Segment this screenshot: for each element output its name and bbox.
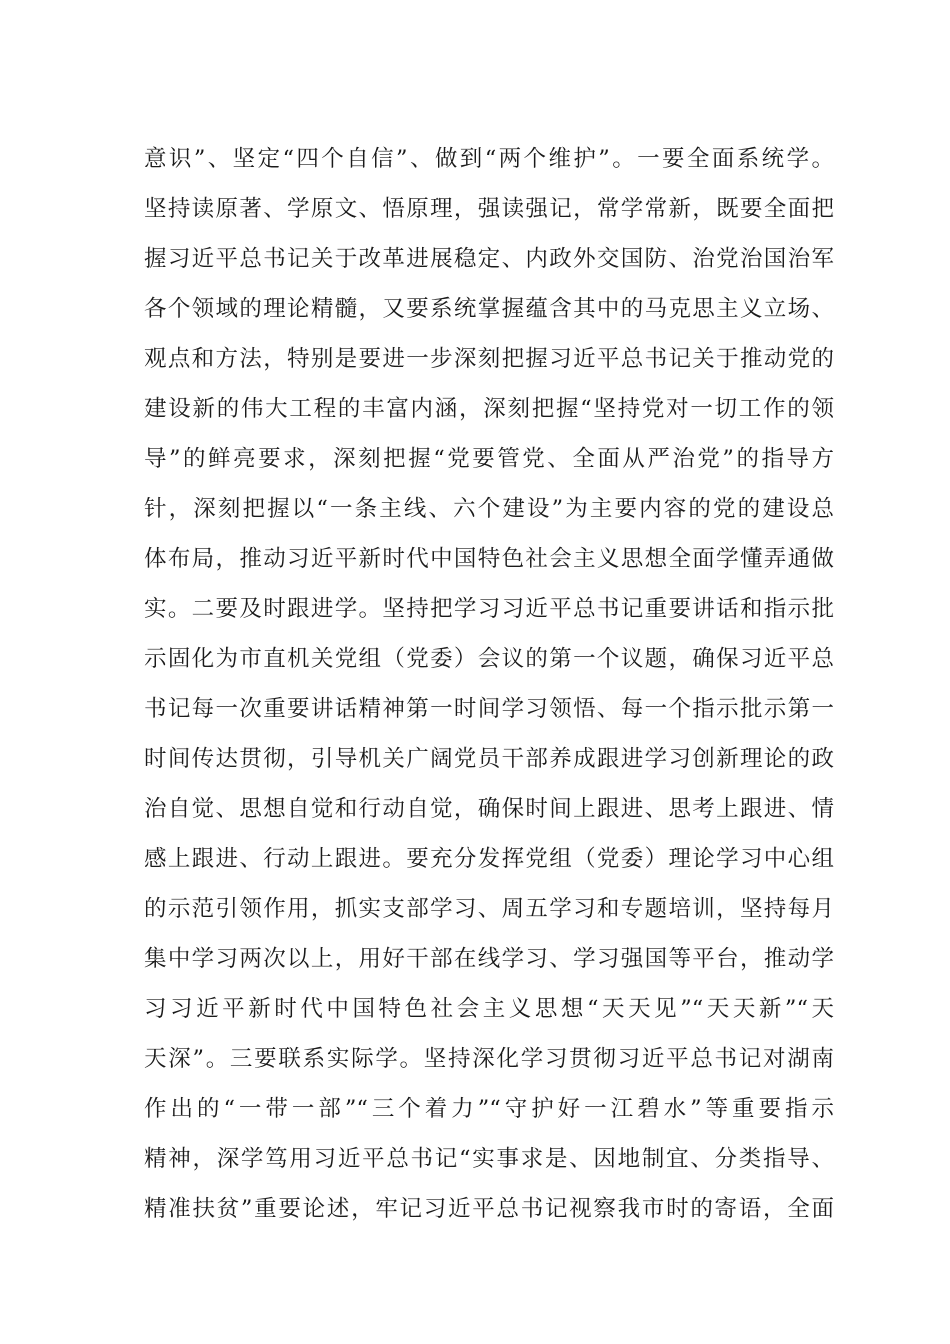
text-line-7: 导”的鲜亮要求，深刻把握“党要管党、全面从严治党”的指导方 [144, 446, 834, 472]
text-line-12: 书记每一次重要讲话精神第一时间学习领悟、每一个指示批示第一 [144, 696, 834, 722]
text-line-6: 建设新的伟大工程的丰富内涵，深刻把握“坚持党对一切工作的领 [144, 396, 834, 422]
text-line-8: 针，深刻把握以“一条主线、六个建设”为主要内容的党的建设总 [144, 496, 834, 522]
text-line-22: 精准扶贫”重要论述，牢记习近平总书记视察我市时的寄语，全面 [144, 1196, 834, 1222]
text-line-4: 各个领域的理论精髓，又要系统掌握蕴含其中的马克思主义立场、 [144, 296, 834, 322]
text-line-17: 集中学习两次以上，用好干部在线学习、学习强国等平台，推动学 [144, 946, 834, 972]
text-line-10: 实。二要及时跟进学。坚持把学习习近平总书记重要讲话和指示批 [144, 596, 834, 622]
text-line-18: 习习近平新时代中国特色社会主义思想“天天见”“天天新”“天 [144, 996, 834, 1022]
text-line-2: 坚持读原著、学原文、悟原理，强读强记，常学常新，既要全面把 [144, 196, 834, 222]
text-line-11: 示固化为市直机关党组（党委）会议的第一个议题，确保习近平总 [144, 646, 834, 672]
text-line-21: 精神，深学笃用习近平总书记“实事求是、因地制宜、分类指导、 [144, 1146, 834, 1172]
text-line-13: 时间传达贯彻，引导机关广阔党员干部养成跟进学习创新理论的政 [144, 746, 834, 772]
text-line-16: 的示范引领作用，抓实支部学习、周五学习和专题培训，坚持每月 [144, 896, 834, 922]
text-line-3: 握习近平总书记关于改革进展稳定、内政外交国防、治党治国治军 [144, 246, 834, 272]
text-line-9: 体布局，推动习近平新时代中国特色社会主义思想全面学懂弄通做 [144, 546, 834, 572]
text-line-5: 观点和方法，特别是要进一步深刻把握习近平总书记关于推动党的 [144, 346, 834, 372]
text-line-15: 感上跟进、行动上跟进。要充分发挥党组（党委）理论学习中心组 [144, 846, 834, 872]
body-text [144, 134, 834, 1234]
text-line-14: 治自觉、思想自觉和行动自觉，确保时间上跟进、思考上跟进、情 [144, 796, 834, 822]
text-line-20: 作出的“一带一部”“三个着力”“守护好一江碧水”等重要指示 [144, 1096, 834, 1122]
text-line-19: 天深”。三要联系实际学。坚持深化学习贯彻习近平总书记对湖南 [144, 1046, 834, 1072]
text-line-1: 意识”、坚定“四个自信”、做到“两个维护”。一要全面系统学。 [144, 146, 834, 172]
